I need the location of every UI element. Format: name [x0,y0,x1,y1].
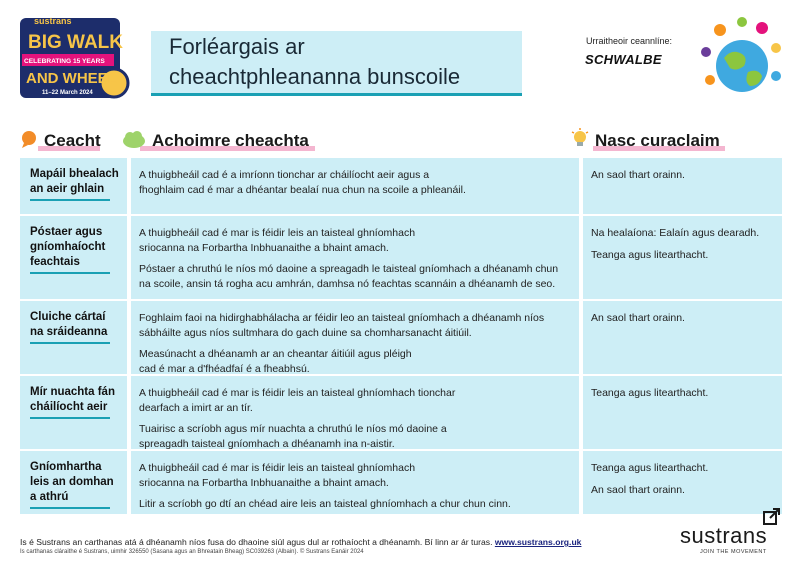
sponsor-label: Urraitheoir ceannlíne: [586,36,673,46]
summary-cell [131,451,579,514]
lightbulb-icon [571,128,589,155]
logo-brand: sustrans [34,16,72,26]
sustrans-tagline: JOIN THE MOVEMENT [700,549,767,555]
curriculum-link: Na healaíona: Ealaín agus dearadh. [591,227,760,239]
logo-dates: 11–22 March 2024 [42,90,93,96]
topic-underline [30,342,110,344]
topic-underline [30,507,110,509]
lesson-table [20,156,782,514]
curriculum-cell [583,158,782,214]
summary-text: A thuigbheáil cad é mar is féidir leis an taisteal ghníomhach sriocanna na Forbartha Inbhuanaithe a bhaint amach. [139,227,416,254]
summary-text: Foghlaim faoi na hidirghabhálacha ar féidir leo an taisteal gníomhach a dhéanamh níos sábháilte agus níos sultmhara do gach duine sa chomharsanacht áitiúil. [139,312,545,339]
summary-text: A thuigbheáil cad é mar is féidir leis an taisteal ghníomhach tionchar dearfach a imirt ar an tír. [139,387,456,414]
curriculum-link: An saol thart orainn. [591,169,685,181]
topic-cell [20,301,127,374]
logo-line2: AND WHEEL [26,70,117,87]
sponsor-logo: SCHWALBE [585,52,662,67]
speech-bubble-icon [20,130,38,153]
globe-illustration [690,8,790,108]
summary-text: Measúnacht a dhéanamh ar an cheantar áitiúil agus pléigh cad é mar a d'fhéadfaí é a fheabhsú. [139,348,412,375]
topic-title: Gníomhartha leis an domhan a athrú [30,461,114,503]
curriculum-link: An saol thart orainn. [591,312,685,324]
title-line-1: Forléargais ar [169,34,305,59]
curriculum-heading-label: Nasc curaclaim [595,130,720,150]
topic-underline [30,417,110,419]
summary-text: Tuairisc a scríobh agus mír nuachta a chruthú le níos mó daoine a spreagadh taisteal gníomhach a dhéanamh ina n-aistir. [139,423,447,450]
lesson-heading-label: Ceacht [44,130,101,150]
table-row [20,299,782,374]
curriculum-cell [583,451,782,514]
curriculum-link: An saol thart orainn. [591,484,685,496]
lesson-heading [20,130,101,150]
topic-cell [20,451,127,514]
summary-cell [131,301,579,374]
summary-text: A thuigbheáil cad é a imríonn tionchar ar cháilíocht aeir agus a fhoghlaim cad é mar a dhéantar bealaí nua chun na scoile a phleanáil. [139,169,466,196]
table-row [20,449,782,514]
page-title [151,31,522,94]
topic-cell [20,376,127,449]
topic-title: Cluiche cártaí na sráideanna [30,311,108,338]
big-walk-and-wheel-logo [14,8,132,104]
topic-cell [20,216,127,299]
curriculum-link: Teanga agus litearthacht. [591,387,709,399]
footer-website-link[interactable]: www.sustrans.org.uk [494,537,582,547]
curriculum-cell [583,216,782,299]
summary-text: Litir a scríobh go dtí an chéad aire leis an taisteal ghníomhach a chur chun cinn. [139,498,511,510]
summary-cell [131,158,579,214]
table-row [20,214,782,299]
cloud-icon [122,130,146,153]
footer-message: Is é Sustrans an carthanas atá á dhéanamh níos fusa do dhaoine siúl agus dul ar rothaíocht a dhéanamh. Bí linn ar ár turas. [20,537,493,547]
sustrans-logo: sustrans [680,523,768,548]
summary-cell [131,216,579,299]
summary-text: A thuigbheáil cad é mar is féidir leis an taisteal ghníomhach sriocanna na Forbartha Inbhuanaithe a bhaint amach. [139,462,416,489]
topic-title: Póstaer agus gníomhaíocht feachtais [30,226,106,268]
topic-title: Mapáil bhealach an aeir ghlain [30,168,119,195]
summary-text: Póstaer a chruthú le níos mó daoine a spreagadh le taisteal gníomhach a dhéanamh chun na scoile, ansin tá rogha acu amhrán, damhsa nó feachtas scannáin a dhéanamh de seo. [139,263,559,290]
topic-cell [20,158,127,214]
curriculum-cell [583,376,782,449]
footer-text [20,537,581,547]
topic-title: Mír nuachta fán cháilíocht aeir [30,386,115,413]
table-row [20,374,782,449]
curriculum-heading [571,128,720,148]
logo-line1: BIG WALK [28,32,123,53]
curriculum-link: Teanga agus litearthacht. [591,249,709,261]
topic-underline [30,199,110,201]
curriculum-cell [583,301,782,374]
table-row [20,156,782,214]
title-underline [151,93,522,96]
summary-cell [131,376,579,449]
topic-underline [30,272,110,274]
logo-banner: CELEBRATING 15 YEARS [24,58,105,65]
summary-heading-label: Achoimre cheachta [152,130,309,150]
footer-legal: Is carthanas cláraithe é Sustrans, uimhir 326550 (Sasana agus an Bhreatain Bheag) SC039263 (Albain). © Sustrans Eanáir 2024 [20,549,364,555]
summary-heading [122,130,309,150]
title-line-2: cheachtphleananna bunscoile [169,64,461,89]
curriculum-link: Teanga agus litearthacht. [591,462,709,474]
